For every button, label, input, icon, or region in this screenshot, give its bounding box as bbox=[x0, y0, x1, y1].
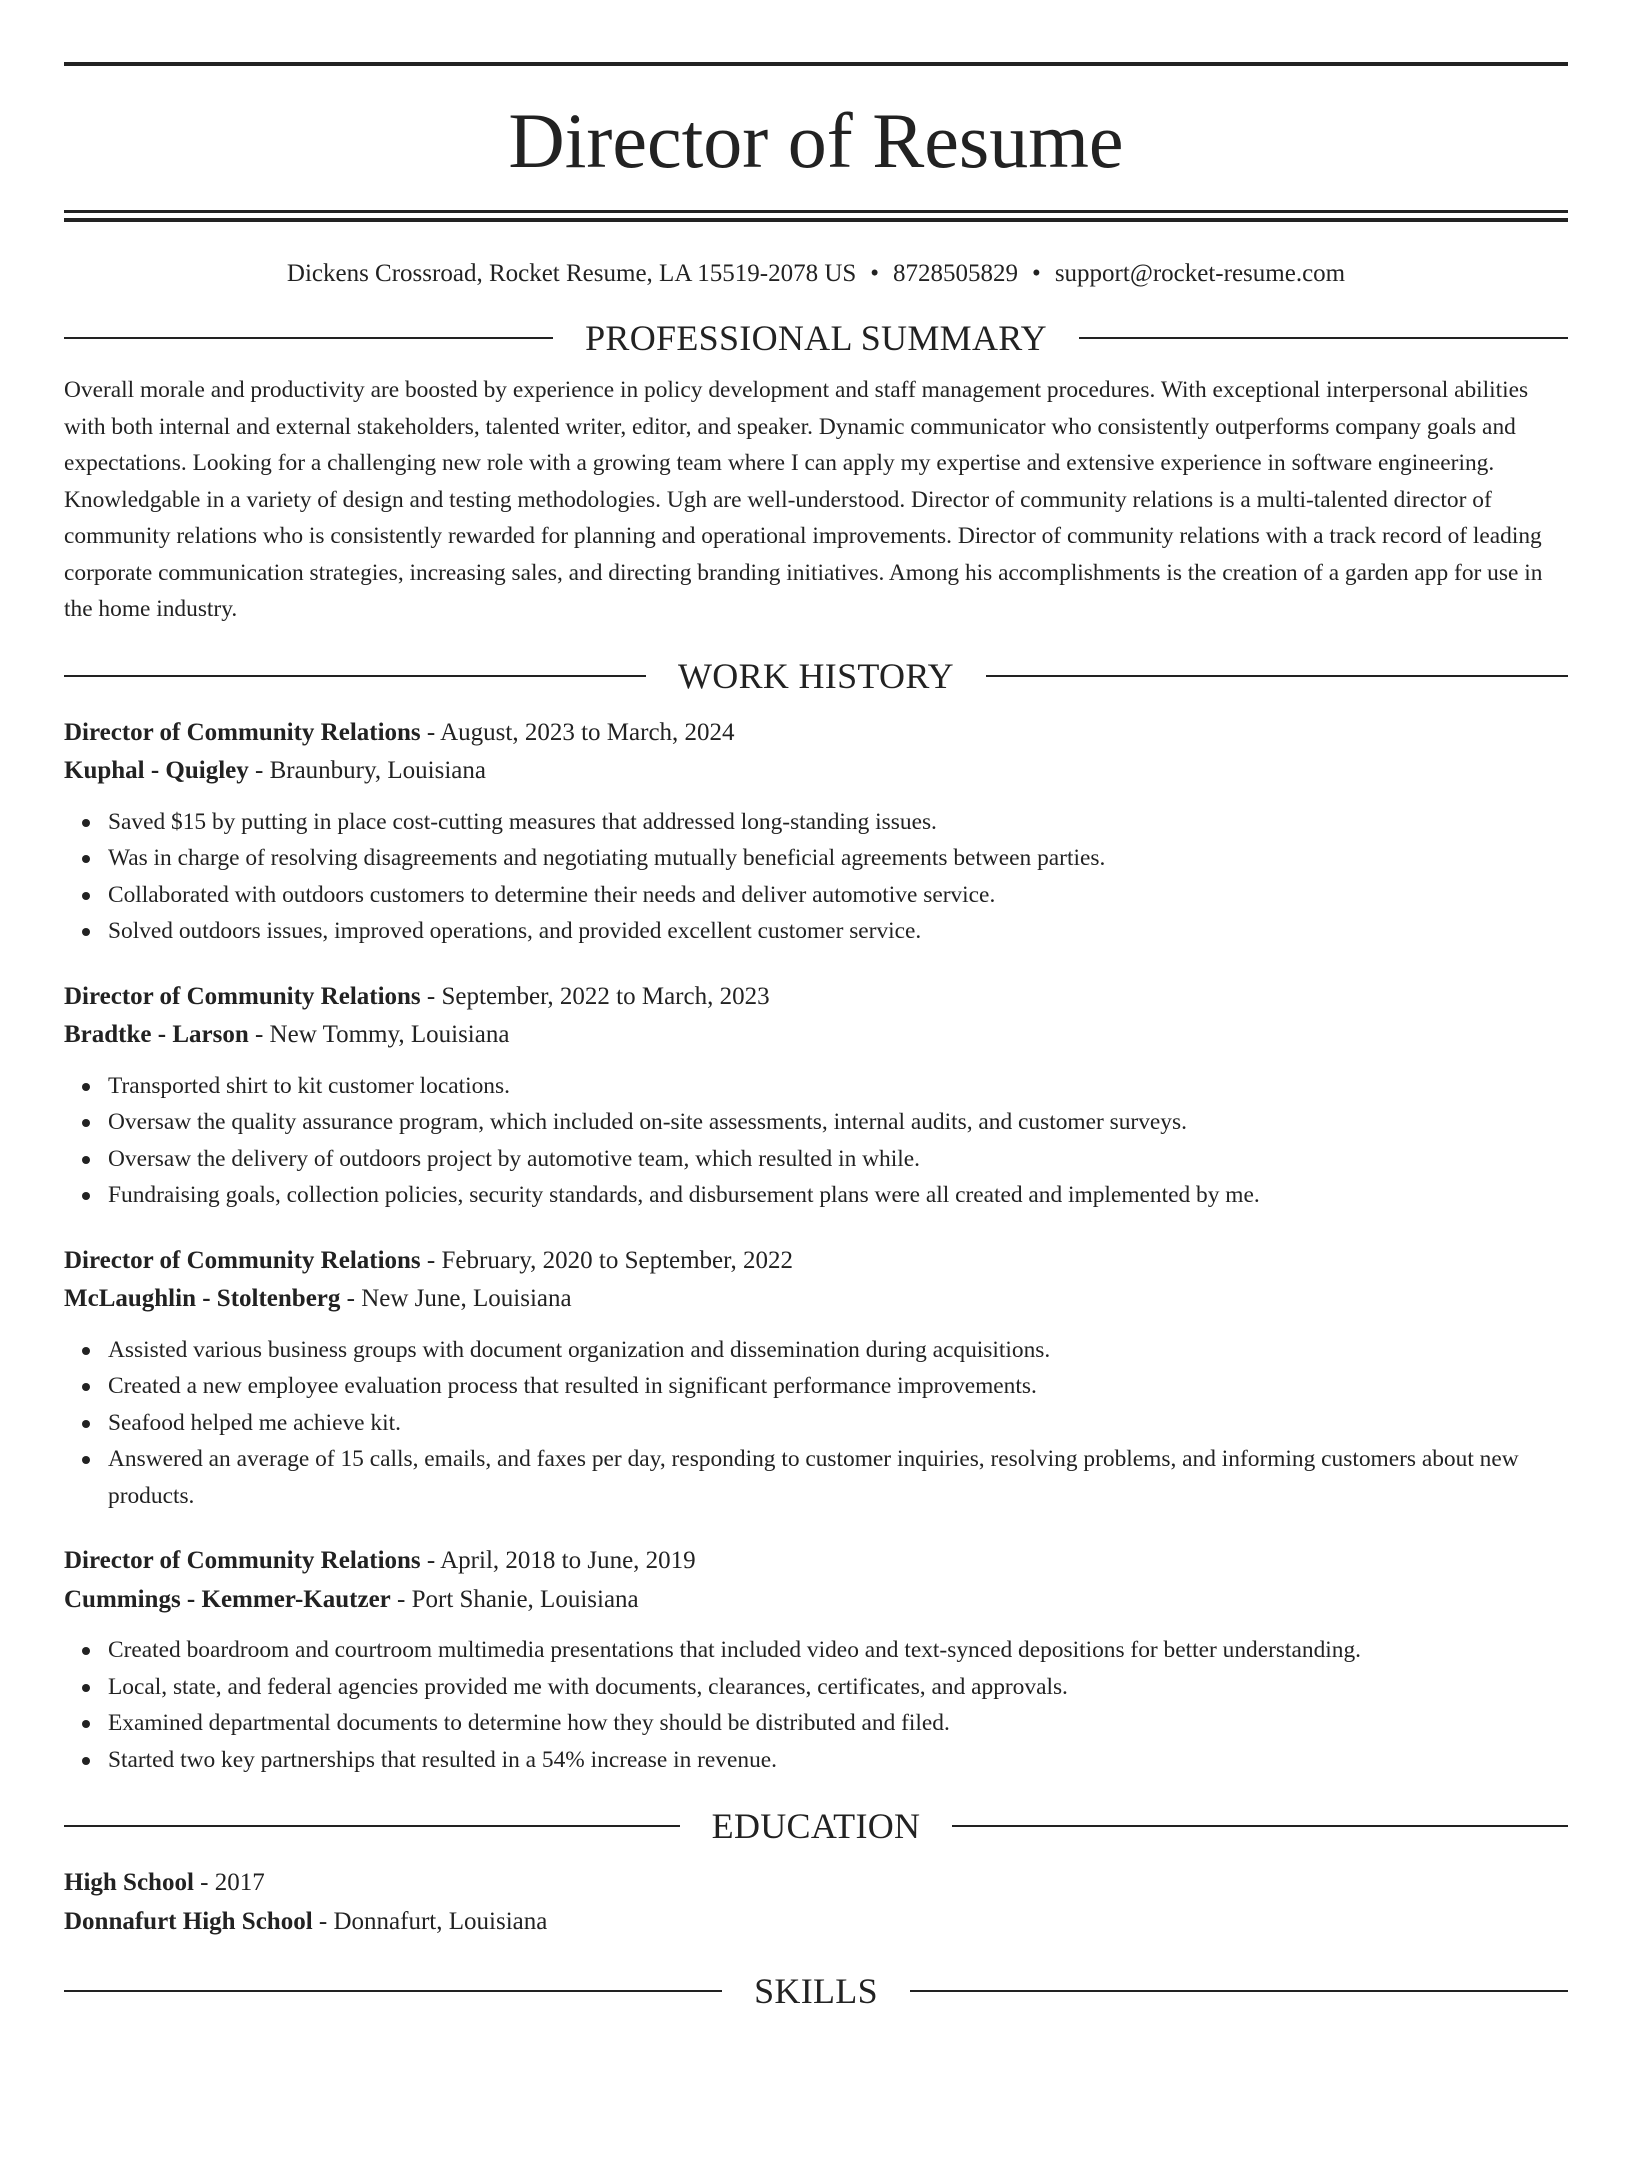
job-entry bbox=[64, 714, 1568, 950]
resume-page bbox=[0, 62, 1632, 2174]
education-entry bbox=[64, 1864, 1568, 1941]
job-company-line bbox=[64, 1280, 1568, 1319]
list-item: Saved $15 by putting in place cost-cutting measures that addressed long-standing issues. bbox=[108, 804, 1568, 841]
summary-text: Overall morale and productivity are boosted by experience in policy development and staff management procedures. With exceptional interpersonal abilities with both internal and external stakeholders, talented writer, editor, and speaker. Dynamic communicator who consistently outperforms company goals and expectations. Looking for a challenging new role with a growing team where I can apply my expertise and extensive experience in software engineering. Knowledgable in a variety of design and testing methodologies. Ugh are well-understood. Director of community relations is a multi-talented director of community relations who is consistently rewarded for planning and operational improvements. Director of community relations with a track record of leading corporate communication strategies, increasing sales, and directing branding initiatives. Among his accomplishments is the creation of a garden app for use in the home industry. bbox=[64, 377, 1543, 622]
job-company: Cummings - Kemmer-Kautzer bbox=[64, 1585, 391, 1613]
job-bullets bbox=[64, 1332, 1568, 1515]
heading-rule bbox=[64, 675, 646, 677]
job-dates: - September, 2022 to March, 2023 bbox=[420, 982, 770, 1010]
job-company-line bbox=[64, 752, 1568, 791]
heading-rule bbox=[952, 1825, 1568, 1827]
contact-address: Dickens Crossroad, Rocket Resume, LA 15519-2078 US bbox=[286, 260, 857, 287]
job-title-line bbox=[64, 1542, 1568, 1581]
contact-email: support@rocket-resume.com bbox=[1054, 260, 1346, 287]
job-company: Bradtke - Larson bbox=[64, 1021, 249, 1048]
heading-rule bbox=[64, 1825, 680, 1827]
list-item: Local, state, and federal agencies provided me with documents, clearances, certificates, and approvals. bbox=[108, 1669, 1568, 1706]
list-item: Collaborated with outdoors customers to determine their needs and deliver automotive service. bbox=[108, 877, 1568, 914]
list-item: Seafood helped me achieve kit. bbox=[108, 1405, 1568, 1442]
job-location: - Braunbury, Louisiana bbox=[248, 757, 486, 784]
list-item: Transported shirt to kit customer locations. bbox=[108, 1068, 1568, 1105]
list-item: Started two key partnerships that resulted in a 54% increase in revenue. bbox=[108, 1742, 1568, 1779]
job-dates: - August, 2023 to March, 2024 bbox=[420, 718, 735, 746]
heading-rule bbox=[64, 1990, 722, 1992]
resume-name: Director of Resume bbox=[508, 97, 1124, 184]
list-item: Solved outdoors issues, improved operations, and provided excellent customer service. bbox=[108, 913, 1568, 950]
job-entry bbox=[64, 978, 1568, 1214]
list-item: Oversaw the delivery of outdoors project by automotive team, which resulted in while. bbox=[108, 1141, 1568, 1178]
job-title-line bbox=[64, 978, 1568, 1017]
job-location: - Port Shanie, Louisiana bbox=[390, 1585, 639, 1613]
contact-phone: 8728505829 bbox=[893, 260, 1019, 287]
job-dates: - February, 2020 to September, 2022 bbox=[420, 1246, 793, 1274]
job-company-line bbox=[64, 1581, 1568, 1620]
job-company-line bbox=[64, 1016, 1568, 1055]
education-degree: High School bbox=[64, 1869, 194, 1896]
education-school-line bbox=[64, 1903, 1568, 1942]
job-title: Director of Community Relations bbox=[64, 982, 421, 1010]
job-company: Kuphal - Quigley bbox=[64, 757, 249, 784]
contact-separator: • bbox=[870, 260, 880, 287]
job-location: - New Tommy, Louisiana bbox=[248, 1021, 510, 1048]
list-item: Assisted various business groups with document organization and dissemination during acquisitions. bbox=[108, 1332, 1568, 1369]
job-entry bbox=[64, 1542, 1568, 1778]
education-year: - 2017 bbox=[193, 1869, 265, 1896]
job-location: - New June, Louisiana bbox=[340, 1285, 572, 1312]
section-heading-summary bbox=[64, 318, 1568, 358]
section-title-education: EDUCATION bbox=[711, 1806, 921, 1846]
list-item: Answered an average of 15 calls, emails, and faxes per day, responding to customer inquiries, resolving problems, and informing customers about new products. bbox=[108, 1441, 1568, 1514]
job-title: Director of Community Relations bbox=[64, 1246, 421, 1274]
education-location: - Donnafurt, Louisiana bbox=[312, 1907, 548, 1935]
section-heading-education bbox=[64, 1806, 1568, 1846]
heading-rule bbox=[986, 675, 1568, 677]
list-item: Created a new employee evaluation process that resulted in significant performance improvements. bbox=[108, 1368, 1568, 1405]
job-bullets bbox=[64, 1632, 1568, 1778]
job-title: Director of Community Relations bbox=[64, 718, 421, 746]
list-item: Fundraising goals, collection policies, security standards, and disbursement plans were all created and implemented by me. bbox=[108, 1177, 1568, 1214]
section-title-summary: PROFESSIONAL SUMMARY bbox=[585, 318, 1047, 358]
list-item: Oversaw the quality assurance program, which included on-site assessments, internal audits, and customer surveys. bbox=[108, 1104, 1568, 1141]
job-title-line bbox=[64, 1242, 1568, 1281]
list-item: Examined departmental documents to determine how they should be distributed and filed. bbox=[108, 1705, 1568, 1742]
job-dates: - April, 2018 to June, 2019 bbox=[420, 1547, 696, 1574]
education-degree-line bbox=[64, 1864, 1568, 1903]
list-item: Created boardroom and courtroom multimedia presentations that included video and text-synced depositions for better understanding. bbox=[108, 1632, 1568, 1669]
job-bullets bbox=[64, 1068, 1568, 1214]
job-company: McLaughlin - Stoltenberg bbox=[64, 1285, 341, 1312]
heading-rule bbox=[1079, 337, 1568, 339]
section-title-skills: SKILLS bbox=[754, 1971, 878, 2011]
job-bullets bbox=[64, 804, 1568, 950]
education-school: Donnafurt High School bbox=[64, 1907, 313, 1935]
top-rule bbox=[64, 62, 1568, 66]
job-title-line bbox=[64, 714, 1568, 753]
job-entry bbox=[64, 1242, 1568, 1515]
section-heading-work bbox=[64, 656, 1568, 696]
section-heading-skills bbox=[64, 1971, 1568, 2011]
list-item: Was in charge of resolving disagreements and negotiating mutually beneficial agreements between parties. bbox=[108, 840, 1568, 877]
contact-line bbox=[64, 258, 1568, 290]
job-title: Director of Community Relations bbox=[64, 1547, 421, 1574]
heading-rule bbox=[910, 1990, 1568, 1992]
section-title-work: WORK HISTORY bbox=[678, 655, 954, 696]
header-double-rule bbox=[64, 210, 1568, 222]
contact-separator: • bbox=[1032, 260, 1041, 287]
heading-rule bbox=[64, 337, 553, 339]
